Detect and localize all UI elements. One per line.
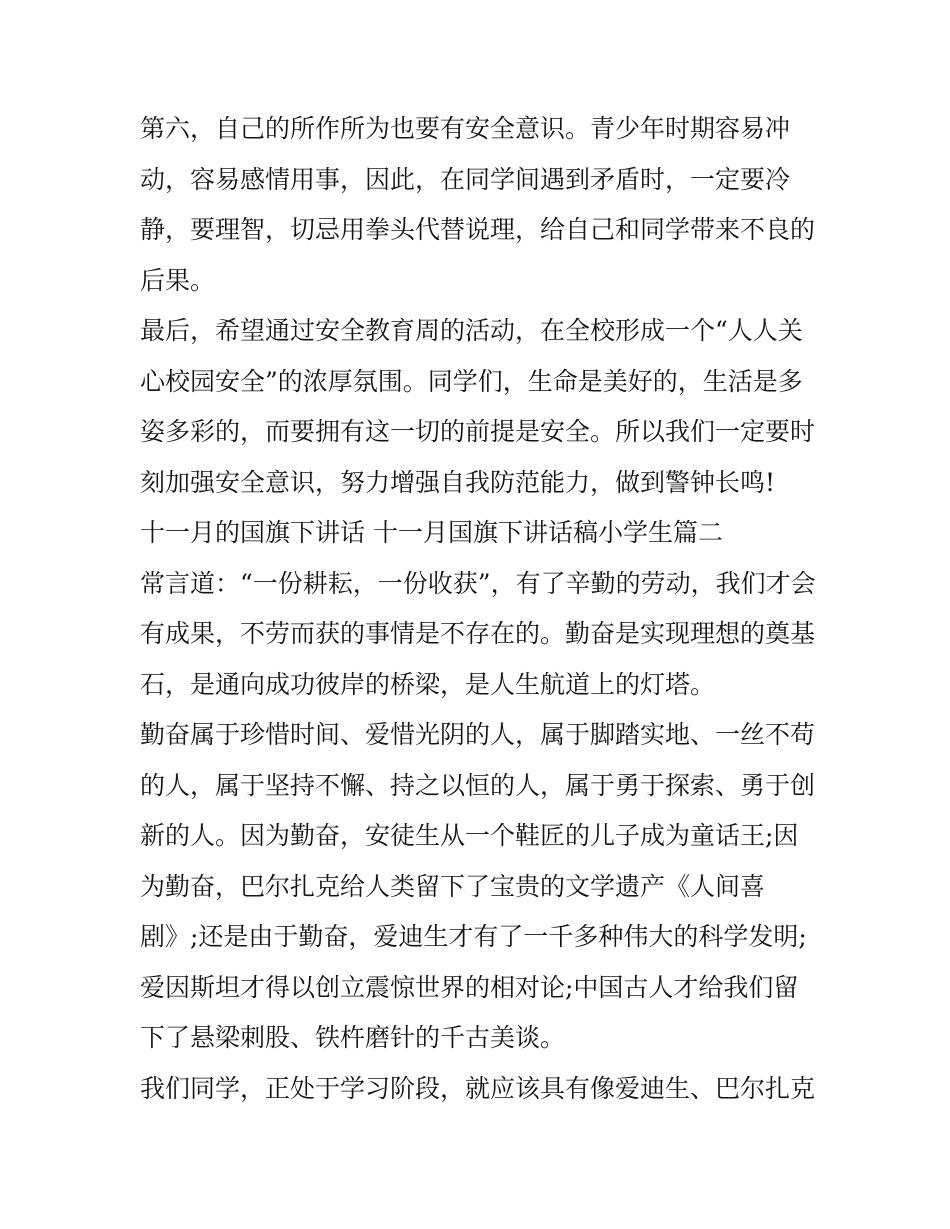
text-line: 心校园安全”的浓厚氛围。同学们，生命是美好的，生活是多 [140,366,803,396]
section-heading: 十一月的国旗下讲话 十一月国旗下讲话稿小学生篇二 [140,518,723,547]
text-line: 勤奋属于珍惜时间、爱惜光阴的人，属于脚踏实地、一丝不苟 [140,720,816,749]
text-line: 刻加强安全意识，努力增强自我防范能力，做到警钟长鸣! [140,467,776,497]
text-line: 第六，自己的所作所为也要有安全意识。青少年时期容易冲 [140,114,791,143]
text-line: 最后，希望通过安全教育周的活动，在全校形成一个“人人关 [140,316,803,345]
text-line: 常言道：“一份耕耘，一份收获”，有了辛勤的劳动，我们才会 [140,568,816,598]
text-line: 动，容易感情用事，因此，在同学间遇到矛盾时，一定要冷 [140,164,791,194]
text-line: 下了悬梁刺股、铁杵磨针的千古美谈。 [140,1023,566,1052]
text-line: 静，要理智，切忌用拳头代替说理，给自己和同学带来不良的 [140,215,816,244]
text-line: 剧》;还是由于勤奋，爱迪生才有了一千多种伟大的科学发明; [140,922,807,951]
text-line: 为勤奋，巴尔扎克给人类留下了宝贵的文学遗产《人间喜 [140,871,766,901]
text-line: 的人，属于坚持不懈、持之以恒的人，属于勇于探索、勇于创 [140,770,816,800]
text-line: 我们同学，正处于学习阶段，就应该具有像爱迪生、巴尔扎克 [140,1073,816,1103]
text-line: 新的人。因为勤奋，安徒生从一个鞋匠的儿子成为童话王;因 [140,821,799,850]
text-line: 姿多彩的，而要拥有这一切的前提是安全。所以我们一定要时 [140,417,816,446]
text-line: 后果。 [140,265,216,295]
text-line: 石，是通向成功彼岸的桥梁，是人生航道上的灯塔。 [140,669,716,699]
text-line: 爱因斯坦才得以创立震惊世界的相对论;中国古人才给我们留 [140,972,799,1002]
document-body [140,104,816,1114]
text-line: 有成果，不劳而获的事情是不存在的。勤奋是实现理想的奠基 [140,619,816,648]
